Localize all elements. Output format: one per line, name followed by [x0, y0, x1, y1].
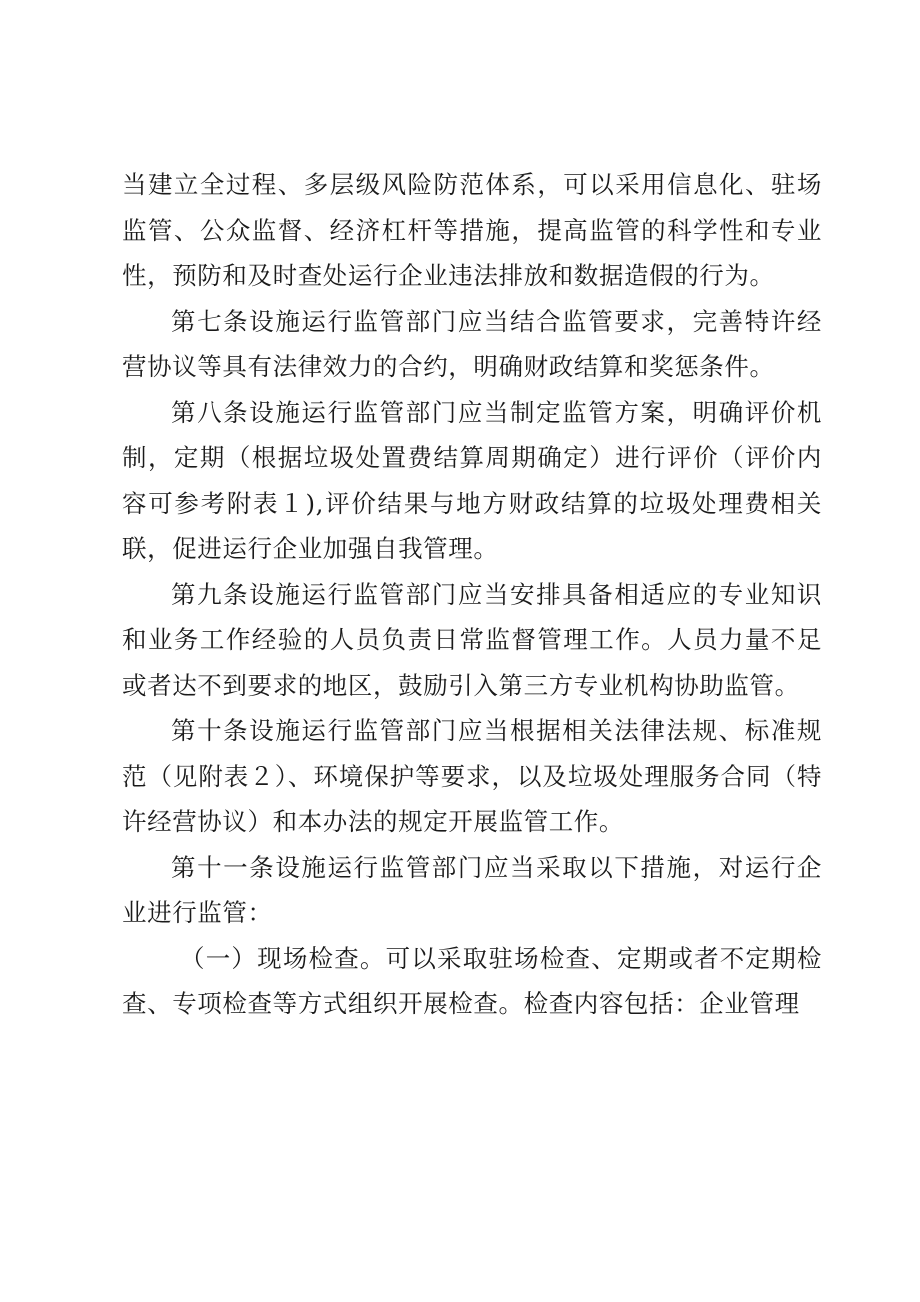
- paragraph-article-7: 第七条设施运行监管部门应当结合监管要求，完善特许经营协议等具有法律效力的合约，明确财政结算和奖惩条件。: [122, 306, 822, 381]
- paragraph-article-9: 第九条设施运行监管部门应当安排具备相适应的专业知识和业务工作经验的人员负责日常监督管理工作。人员力量不足或者达不到要求的地区，鼓励引入第三方专业机构协助监管。: [122, 579, 822, 700]
- paragraph-item-1: （一）现场检查。可以采取驻场检查、定期或者不定期检查、专项检查等方式组织开展检查。检查内容包括：企业管理: [122, 943, 822, 1018]
- paragraph-continuation: 当建立全过程、多层级风险防范体系，可以采用信息化、驻场监管、公众监督、经济杠杆等措施，提高监管的科学性和专业性，预防和及时查处运行企业违法排放和数据造假的行为。: [122, 170, 822, 290]
- paragraph-article-10: 第十条设施运行监管部门应当根据相关法律法规、标准规范（见附表２）、环境保护等要求，以及垃圾处理服务合同（特许经营协议）和本办法的规定开展监管工作。: [122, 716, 822, 836]
- document-body: [122, 162, 822, 1027]
- paragraph-article-11: 第十一条设施运行监管部门应当采取以下措施，对运行企业进行监管：: [122, 852, 822, 927]
- paragraph-article-8: 第八条设施运行监管部门应当制定监管方案，明确评价机制，定期（根据垃圾处置费结算周期确定）进行评价（评价内容可参考附表１),评价结果与地方财政结算的垃圾处理费相关联，促进运行企业加强自我管理。: [122, 397, 822, 563]
